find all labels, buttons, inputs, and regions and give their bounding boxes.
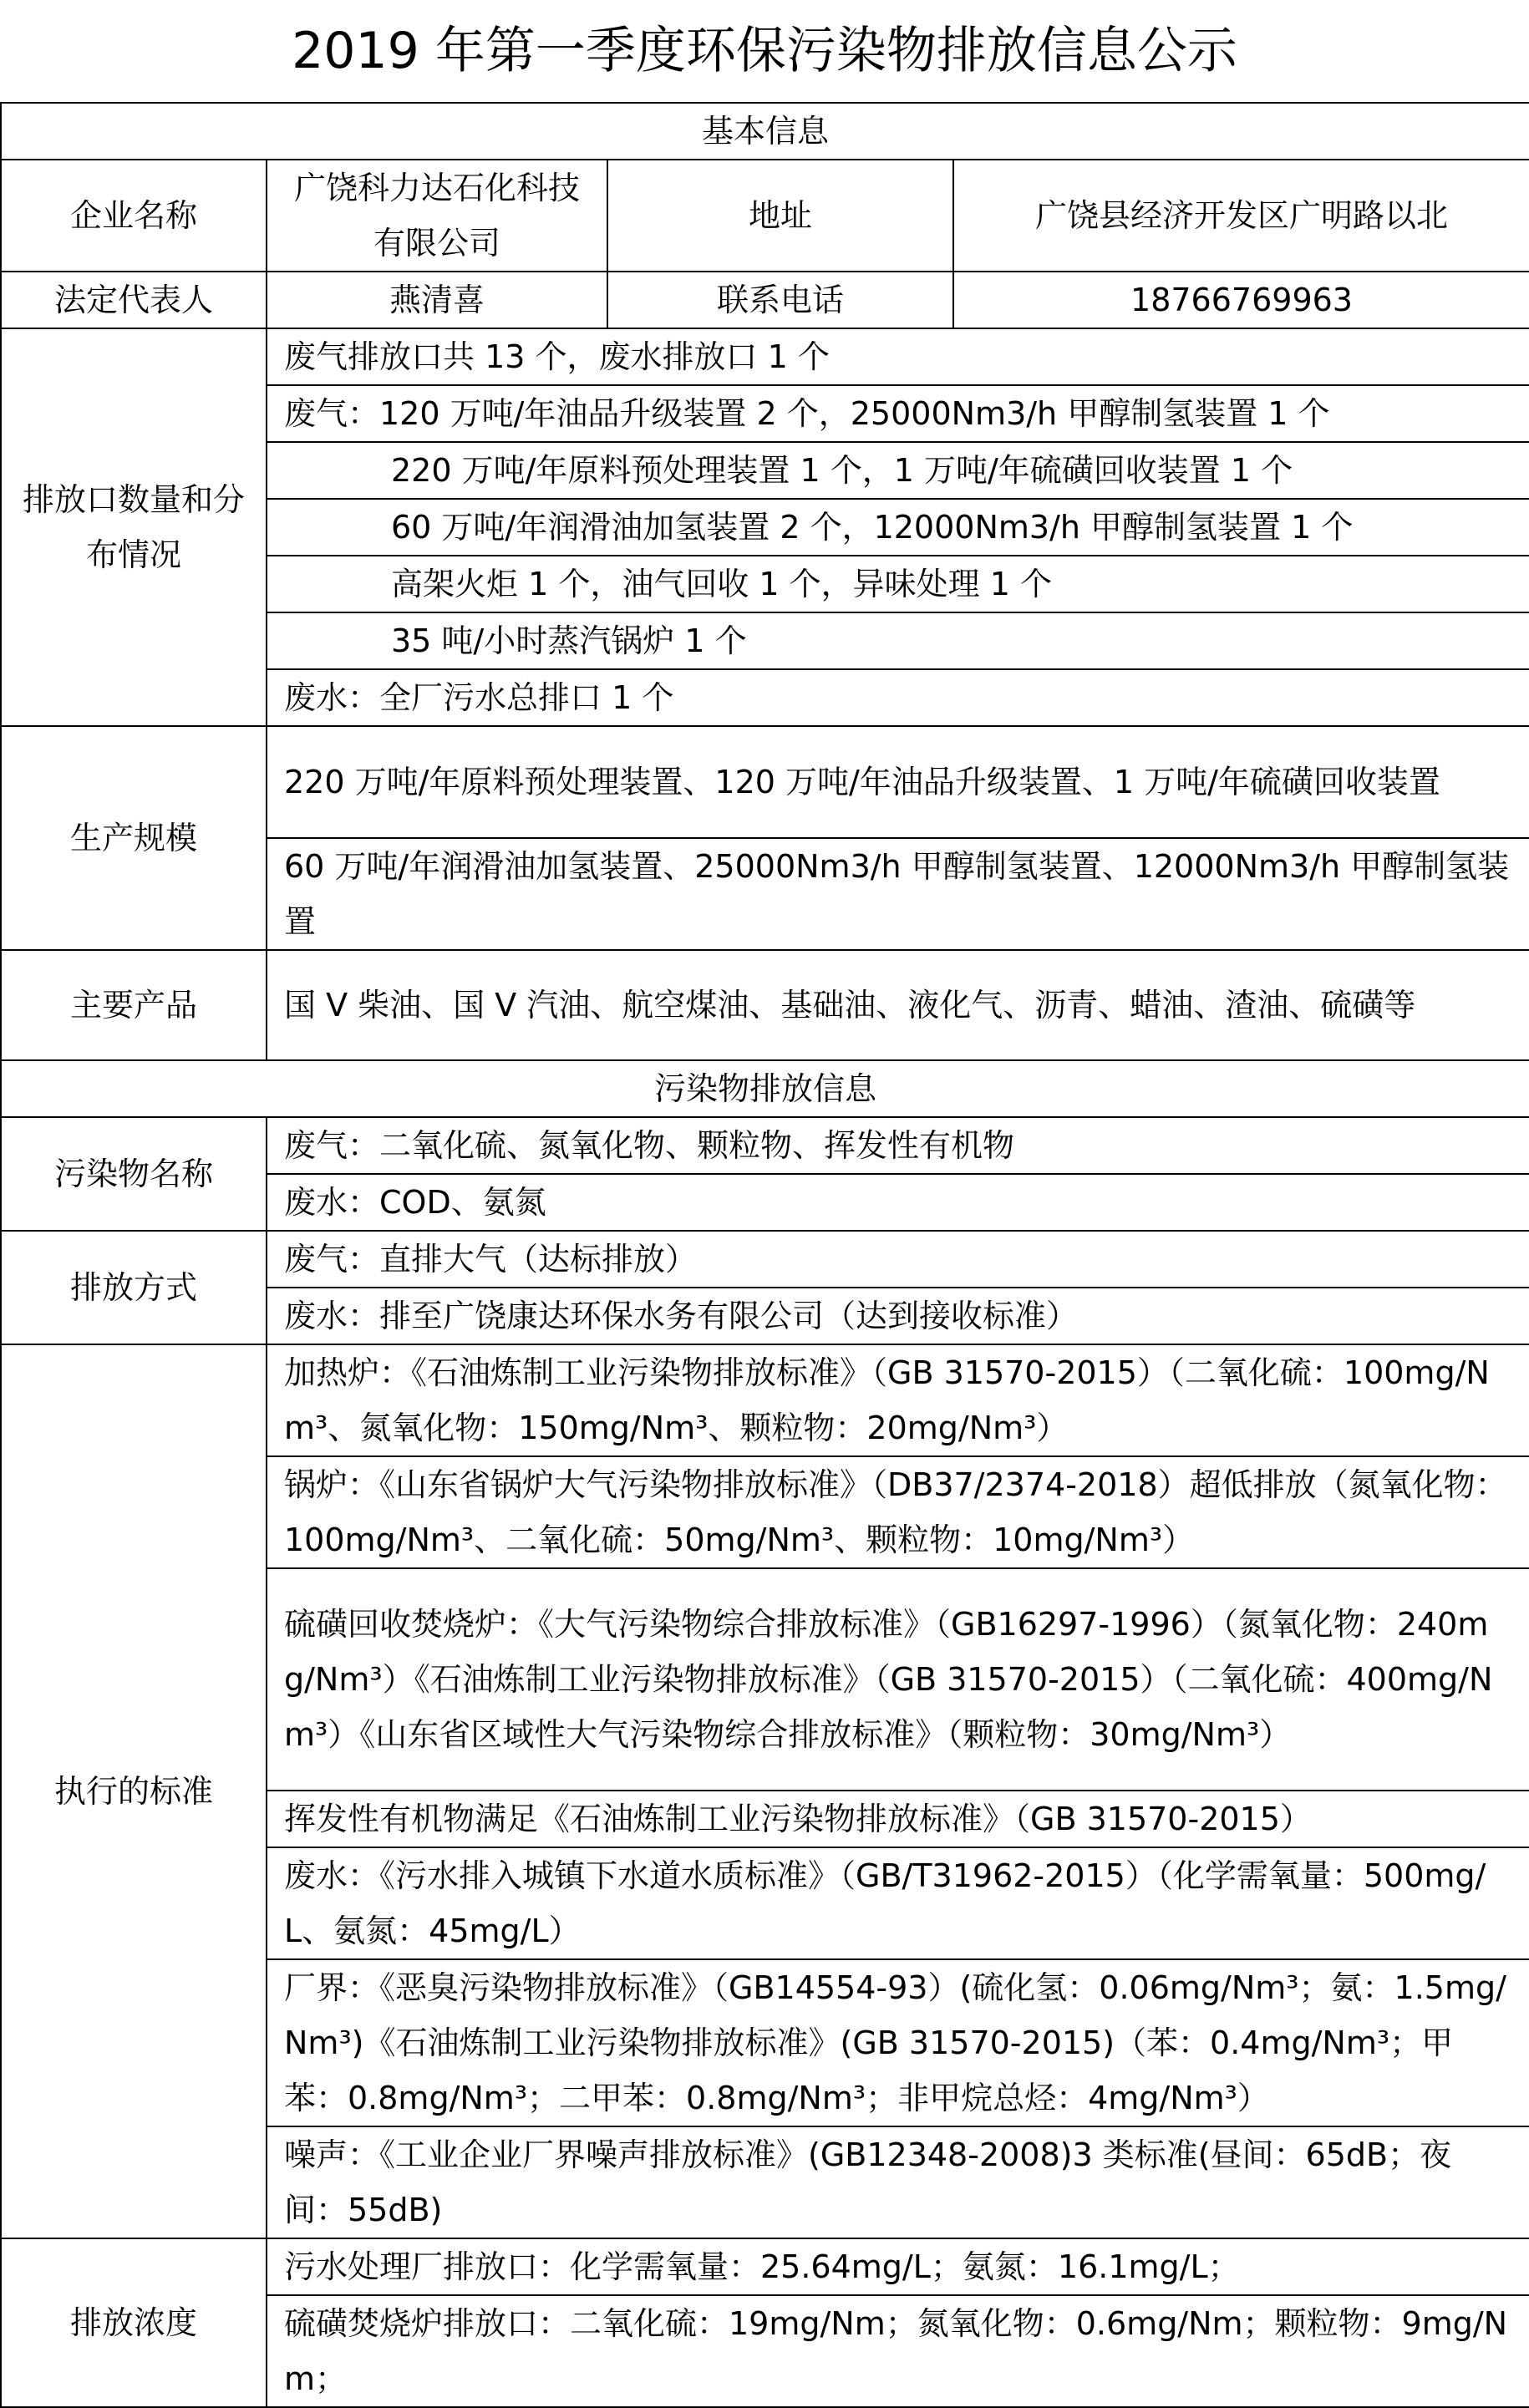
method-label: 排放方式 (1, 1231, 267, 1344)
company-value: 广饶科力达石化科技有限公司 (267, 160, 607, 272)
outlets-line: 废水：全厂污水总排口 1 个 (267, 669, 1529, 726)
pollutant-name: 废水：COD、氨氮 (267, 1174, 1529, 1231)
standard-line: 噪声：《工业企业厂界噪声排放标准》(GB12348-2008)3 类标准(昼间：65dB；夜间：55dB) (267, 2126, 1529, 2238)
concentration-line: 硫磺焚烧炉排放口：二氧化硫：19mg/Nm；氮氧化物：0.6mg/Nm；颗粒物：9mg/Nm； (267, 2295, 1529, 2407)
company-label: 企业名称 (1, 160, 267, 272)
products-value: 国 V 柴油、国 V 汽油、航空煤油、基础油、液化气、沥青、蜡油、渣油、硫磺等 (267, 950, 1529, 1060)
page-title: 2019 年第一季度环保污染物排放信息公示 (292, 22, 1237, 80)
address-value: 广饶县经济开发区广明路以北 (953, 160, 1529, 272)
scale-line: 220 万吨/年原料预处理装置、120 万吨/年油品升级装置、1 万吨/年硫磺回收装置 (267, 726, 1529, 838)
basic-info-header: 基本信息 (1, 103, 1529, 160)
concentration-label: 排放浓度 (1, 2238, 267, 2407)
outlets-line: 废气排放口共 13 个，废水排放口 1 个 (267, 328, 1529, 385)
concentration-row (1, 2238, 1529, 2295)
standard-line: 挥发性有机物满足《石油炼制工业污染物排放标准》（GB 31570-2015） (267, 1791, 1529, 1847)
scale-line: 60 万吨/年润滑油加氢装置、25000Nm3/h 甲醇制氢装置、12000Nm3/h 甲醇制氢装置 (267, 838, 1529, 950)
legal-rep-label: 法定代表人 (1, 272, 267, 328)
outlets-line: 废气：120 万吨/年油品升级装置 2 个，25000Nm3/h 甲醇制氢装置 1 个 (267, 385, 1529, 442)
scale-label: 生产规模 (1, 726, 267, 950)
standard-line: 废水：《污水排入城镇下水道水质标准》（GB/T31962-2015）（化学需氧量：500mg/L、氨氮：45mg/L） (267, 1847, 1529, 1959)
address-label: 地址 (607, 160, 953, 272)
concentration-line: 污水处理厂排放口：化学需氧量：25.64mg/L；氨氮：16.1mg/L； (267, 2238, 1529, 2295)
standards-row (1, 1344, 1529, 1456)
pollutant-header: 污染物排放信息 (1, 1060, 1529, 1117)
pollutant-names-label: 污染物名称 (1, 1117, 267, 1231)
standard-line: 厂界：《恶臭污染物排放标准》（GB14554-93）(硫化氢：0.06mg/Nm³；氨：1.5mg/Nm³)《石油炼制工业污染物排放标准》(GB 31570-2015)（苯：0.4mg/Nm³；甲苯：0.8mg/Nm³；二甲苯：0.8mg/Nm³；非甲烷总烃：4mg/Nm³） (267, 1959, 1529, 2126)
pollutant-names-row (1, 1117, 1529, 1174)
pollutant-name: 废气：二氧化硫、氮氧化物、颗粒物、挥发性有机物 (267, 1117, 1529, 1174)
info-table (0, 102, 1529, 2408)
company-row (1, 160, 1529, 272)
outlets-label (1, 328, 267, 726)
method-line: 废气：直排大气（达标排放） (267, 1231, 1529, 1288)
outlets-line: 35 吨/小时蒸汽锅炉 1 个 (267, 612, 1529, 669)
method-row (1, 1231, 1529, 1288)
standards-label: 执行的标准 (1, 1344, 267, 2238)
pollutant-header-row (1, 1060, 1529, 1117)
products-label: 主要产品 (1, 950, 267, 1060)
standard-line: 加热炉：《石油炼制工业污染物排放标准》（GB 31570-2015）（二氧化硫：100mg/Nm³、氮氧化物：150mg/Nm³、颗粒物：20mg/Nm³） (267, 1344, 1529, 1456)
outlets-line: 220 万吨/年原料预处理装置 1 个，1 万吨/年硫磺回收装置 1 个 (267, 442, 1529, 499)
standard-line: 硫磺回收焚烧炉：《大气污染物综合排放标准》（GB16297-1996）（氮氧化物：240mg/Nm³）《石油炼制工业污染物排放标准》（GB 31570-2015）（二氧化硫：400mg/Nm³）《山东省区域性大气污染物综合排放标准》（颗粒物：30mg/Nm³） (267, 1568, 1529, 1791)
products-row (1, 950, 1529, 1060)
outlets-label-text: 排放口数量和分布情况 (22, 481, 245, 573)
legal-rep-value: 燕清喜 (267, 272, 607, 328)
outlets-line: 60 万吨/年润滑油加氢装置 2 个，12000Nm3/h 甲醇制氢装置 1 个 (267, 499, 1529, 556)
legal-rep-row (1, 272, 1529, 328)
phone-value: 18766769963 (953, 272, 1529, 328)
outlets-line: 高架火炬 1 个，油气回收 1 个，异味处理 1 个 (267, 556, 1529, 612)
outlets-row (1, 328, 1529, 385)
standard-line: 锅炉：《山东省锅炉大气污染物排放标准》（DB37/2374-2018）超低排放（氮氧化物：100mg/Nm³、二氧化硫：50mg/Nm³、颗粒物：10mg/Nm³） (267, 1456, 1529, 1568)
scale-row (1, 726, 1529, 838)
phone-label: 联系电话 (607, 272, 953, 328)
basic-info-header-row (1, 103, 1529, 160)
method-line: 废水：排至广饶康达环保水务有限公司（达到接收标准） (267, 1288, 1529, 1344)
